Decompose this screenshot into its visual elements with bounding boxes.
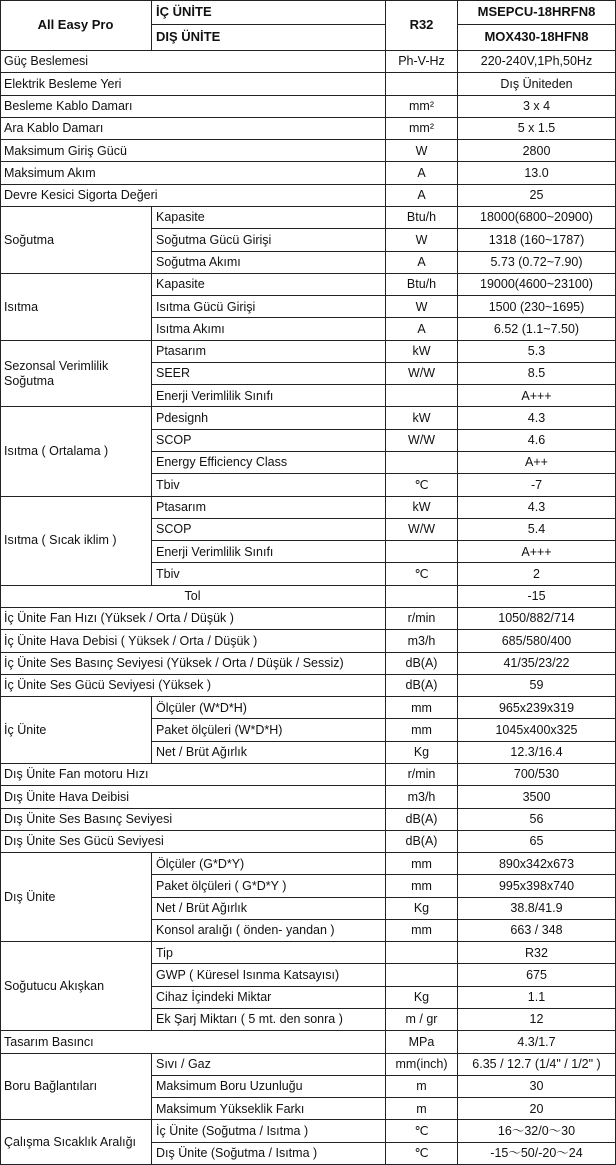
row-label: Devre Kesici Sigorta Değeri (0, 185, 386, 207)
unit-cell: W/W (386, 363, 458, 385)
value-cell: 685/580/400 (458, 630, 616, 652)
sub-label: Energy Efficiency Class (152, 452, 386, 474)
value-cell: 1500 (230~1695) (458, 296, 616, 318)
value-cell: 41/35/23/22 (458, 653, 616, 675)
unit-cell: Kg (386, 742, 458, 764)
unit-cell: W (386, 296, 458, 318)
value-cell: 890x342x673 (458, 853, 616, 875)
unit-cell: m3/h (386, 786, 458, 808)
unit-cell: mm (386, 697, 458, 719)
unit-cell (386, 385, 458, 407)
row-label: Maksimum Giriş Gücü (0, 140, 386, 162)
sub-label: SEER (152, 363, 386, 385)
value-cell: 30 (458, 1076, 616, 1098)
value-cell: 663 / 348 (458, 920, 616, 942)
value-cell: 13.0 (458, 162, 616, 184)
row-label: Dış Ünite Ses Gücü Seviyesi (0, 831, 386, 853)
unit-cell: m3/h (386, 630, 458, 652)
unit-cell: ℃ (386, 563, 458, 585)
group-label: İç Ünite (0, 697, 152, 764)
sub-label: Ölçüler (W*D*H) (152, 697, 386, 719)
value-cell: 6.52 (1.1~7.50) (458, 318, 616, 340)
unit-cell: dB(A) (386, 675, 458, 697)
sub-label: Dış Ünite (Soğutma / Isıtma ) (152, 1143, 386, 1165)
sub-label: Soğutma Akımı (152, 252, 386, 274)
sub-label: SCOP (152, 519, 386, 541)
value-cell: 5.3 (458, 341, 616, 363)
indoor-label-cell: İÇ ÜNİTE (152, 0, 386, 25)
unit-cell: A (386, 252, 458, 274)
unit-cell: A (386, 318, 458, 340)
value-cell: A+++ (458, 385, 616, 407)
unit-cell: Ph-V-Hz (386, 51, 458, 73)
sub-label: Enerji Verimlilik Sınıfı (152, 541, 386, 563)
outdoor-label-cell: DIŞ ÜNİTE (152, 25, 386, 51)
indoor-model-cell: MSEPCU-18HRFN8 (458, 0, 616, 25)
value-cell: 6.35 / 12.7 (1/4" / 1/2" ) (458, 1054, 616, 1076)
unit-cell: kW (386, 407, 458, 429)
value-cell: 5.4 (458, 519, 616, 541)
unit-cell: Kg (386, 898, 458, 920)
value-cell: 1045x400x325 (458, 719, 616, 741)
unit-cell: kW (386, 341, 458, 363)
value-cell: 1318 (160~1787) (458, 229, 616, 251)
group-label: Soğutma (0, 207, 152, 274)
value-cell: 995x398x740 (458, 875, 616, 897)
sub-label: Net / Brüt Ağırlık (152, 898, 386, 920)
value-cell: -15 (458, 586, 616, 608)
sub-label: Kapasite (152, 207, 386, 229)
sub-label: GWP ( Küresel Isınma Katsayısı) (152, 964, 386, 986)
value-cell: 3500 (458, 786, 616, 808)
unit-cell: mm (386, 920, 458, 942)
refrigerant-header-cell: R32 (386, 0, 458, 51)
value-cell: A+++ (458, 541, 616, 563)
unit-cell: m (386, 1076, 458, 1098)
value-cell: 2 (458, 563, 616, 585)
group-label: Çalışma Sıcaklık Aralığı (0, 1120, 152, 1165)
unit-cell: Btu/h (386, 274, 458, 296)
sub-label: Maksimum Yükseklik Farkı (152, 1098, 386, 1120)
sub-label: Ptasarım (152, 341, 386, 363)
row-label: Dış Ünite Fan motoru Hızı (0, 764, 386, 786)
unit-cell: W (386, 229, 458, 251)
sub-label: Net / Brüt Ağırlık (152, 742, 386, 764)
unit-cell: W/W (386, 430, 458, 452)
sub-label: Paket ölçüleri (W*D*H) (152, 719, 386, 741)
unit-cell: r/min (386, 608, 458, 630)
sub-label: Ek Şarj Miktarı ( 5 mt. den sonra ) (152, 1009, 386, 1031)
value-cell: 59 (458, 675, 616, 697)
sub-label: Ptasarım (152, 497, 386, 519)
unit-cell: MPa (386, 1031, 458, 1053)
row-label: İç Ünite Ses Basınç Seviyesi (Yüksek / Orta / Düşük / Sessiz) (0, 653, 386, 675)
unit-cell: kW (386, 497, 458, 519)
value-cell: -7 (458, 474, 616, 496)
unit-cell: W/W (386, 519, 458, 541)
row-label: İç Ünite Hava Debisi ( Yüksek / Orta / Düşük ) (0, 630, 386, 652)
row-label: Maksimum Akım (0, 162, 386, 184)
row-label: Besleme Kablo Damarı (0, 96, 386, 118)
group-label: Isıtma ( Ortalama ) (0, 407, 152, 496)
unit-cell: mm² (386, 118, 458, 140)
unit-cell (386, 586, 458, 608)
unit-cell: mm² (386, 96, 458, 118)
value-cell: 8.5 (458, 363, 616, 385)
value-cell: 12 (458, 1009, 616, 1031)
value-cell: 4.3 (458, 407, 616, 429)
unit-cell: dB(A) (386, 809, 458, 831)
row-label: Güç Beslemesi (0, 51, 386, 73)
sub-label: SCOP (152, 430, 386, 452)
sub-label: Maksimum Boru Uzunluğu (152, 1076, 386, 1098)
value-cell: 4.3/1.7 (458, 1031, 616, 1053)
unit-cell: r/min (386, 764, 458, 786)
unit-cell: dB(A) (386, 831, 458, 853)
value-cell: 5.73 (0.72~7.90) (458, 252, 616, 274)
row-label: Dış Ünite Ses Basınç Seviyesi (0, 809, 386, 831)
value-cell: 1.1 (458, 987, 616, 1009)
sub-label: Cihaz İçindeki Miktar (152, 987, 386, 1009)
sub-label: Soğutma Gücü Girişi (152, 229, 386, 251)
sub-label: Isıtma Gücü Girişi (152, 296, 386, 318)
value-cell: 5 x 1.5 (458, 118, 616, 140)
sub-label: Ölçüler (G*D*Y) (152, 853, 386, 875)
unit-cell (386, 964, 458, 986)
sub-label: İç Ünite (Soğutma / Isıtma ) (152, 1120, 386, 1142)
unit-cell: A (386, 162, 458, 184)
unit-cell: mm (386, 719, 458, 741)
value-cell: 700/530 (458, 764, 616, 786)
value-cell: 4.3 (458, 497, 616, 519)
value-cell: 25 (458, 185, 616, 207)
value-cell: A++ (458, 452, 616, 474)
sub-label: Pdesignh (152, 407, 386, 429)
value-cell: 20 (458, 1098, 616, 1120)
brand-cell: All Easy Pro (0, 0, 152, 51)
sub-label: Kapasite (152, 274, 386, 296)
value-cell: R32 (458, 942, 616, 964)
value-cell: 19000(4600~23100) (458, 274, 616, 296)
unit-cell: mm (386, 853, 458, 875)
row-label: Tasarım Basıncı (0, 1031, 386, 1053)
unit-cell: ℃ (386, 1120, 458, 1142)
value-cell: 3 x 4 (458, 96, 616, 118)
sub-label: Isıtma Akımı (152, 318, 386, 340)
group-label: Dış Ünite (0, 853, 152, 942)
row-label: Ara Kablo Damarı (0, 118, 386, 140)
group-label: Sezonsal Verimlilik Soğutma (0, 341, 152, 408)
outdoor-model-cell: MOX430-18HFN8 (458, 25, 616, 51)
unit-cell (386, 73, 458, 95)
sub-label: Konsol aralığı ( önden- yandan ) (152, 920, 386, 942)
value-cell: 675 (458, 964, 616, 986)
value-cell: 12.3/16.4 (458, 742, 616, 764)
row-label: Elektrik Besleme Yeri (0, 73, 386, 95)
row-label: Dış Ünite Hava Deibisi (0, 786, 386, 808)
sub-label: Sıvı / Gaz (152, 1054, 386, 1076)
unit-cell: W (386, 140, 458, 162)
unit-cell: ℃ (386, 474, 458, 496)
value-cell: 38.8/41.9 (458, 898, 616, 920)
sub-label: Enerji Verimlilik Sınıfı (152, 385, 386, 407)
unit-cell: mm (386, 875, 458, 897)
value-cell: 65 (458, 831, 616, 853)
unit-cell (386, 541, 458, 563)
value-cell: 965x239x319 (458, 697, 616, 719)
unit-cell: Kg (386, 987, 458, 1009)
group-label: Isıtma (0, 274, 152, 341)
unit-cell: m (386, 1098, 458, 1120)
value-cell: 2800 (458, 140, 616, 162)
unit-cell (386, 452, 458, 474)
row-label: İç Ünite Ses Gücü Seviyesi (Yüksek ) (0, 675, 386, 697)
sub-label: Tbiv (152, 474, 386, 496)
value-cell: 56 (458, 809, 616, 831)
sub-label: Tip (152, 942, 386, 964)
unit-cell: m / gr (386, 1009, 458, 1031)
value-cell: 16～32/0～30 (458, 1120, 616, 1142)
unit-cell: dB(A) (386, 653, 458, 675)
value-cell: 4.6 (458, 430, 616, 452)
row-label: İç Ünite Fan Hızı (Yüksek / Orta / Düşük ) (0, 608, 386, 630)
value-cell: 18000(6800~20900) (458, 207, 616, 229)
value-cell: 1050/882/714 (458, 608, 616, 630)
unit-cell: ℃ (386, 1143, 458, 1165)
sub-label: Paket ölçüleri ( G*D*Y ) (152, 875, 386, 897)
row-label: Tol (0, 586, 386, 608)
sub-label: Tbiv (152, 563, 386, 585)
unit-cell: mm(inch) (386, 1054, 458, 1076)
unit-cell: Btu/h (386, 207, 458, 229)
unit-cell: A (386, 185, 458, 207)
value-cell: -15～50/-20～24 (458, 1143, 616, 1165)
group-label: Boru Bağlantıları (0, 1054, 152, 1121)
value-cell: 220-240V,1Ph,50Hz (458, 51, 616, 73)
value-cell: Dış Üniteden (458, 73, 616, 95)
group-label: Isıtma ( Sıcak iklim ) (0, 497, 152, 586)
group-label: Soğutucu Akışkan (0, 942, 152, 1031)
unit-cell (386, 942, 458, 964)
